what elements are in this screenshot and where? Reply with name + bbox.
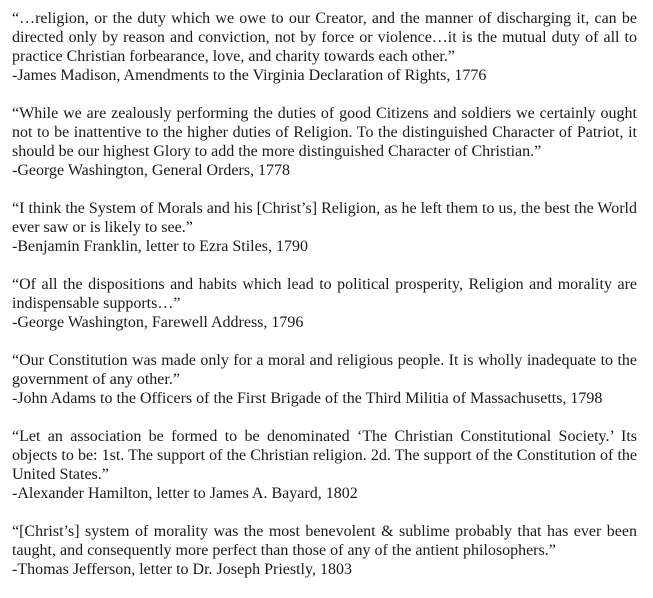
quote-franklin-1790	[12, 199, 637, 256]
quote-text: “Of all the dispositions and habits which lead to political prosperity, Religion and morality are indispensable supports…”	[12, 276, 637, 312]
quote-washington-1796	[12, 275, 637, 332]
quote-text: “…religion, or the duty which we owe to our Creator, and the manner of discharging it, can be directed only by reason and conviction, not by force or violence…it is the mutual duty of all to practice Christian forbearance, love, and charity towards each other.”	[12, 10, 637, 65]
quote-attribution: -Benjamin Franklin, letter to Ezra Stiles, 1790	[12, 238, 308, 255]
quote-text: “[Christ’s] system of morality was the most benevolent & sublime probably that has ever been taught, and consequently more perfect than those of any of the antient philosophers.”	[12, 523, 637, 559]
quote-attribution: -George Washington, Farewell Address, 1796	[12, 314, 304, 331]
quote-attribution: -John Adams to the Officers of the First Brigade of the Third Militia of Massachusetts, 1798	[12, 390, 603, 407]
quote-text: “I think the System of Morals and his [Christ’s] Religion, as he left them to us, the best the World ever saw or is likely to see.”	[12, 200, 637, 236]
quote-text: “While we are zealously performing the duties of good Citizens and soldiers we certainly ought not to be inattentive to the higher duties of Religion. To the distinguished Character of Patriot, it should be our highest Glory to add the more distinguished Character of Christian.”	[12, 105, 637, 160]
quote-jefferson-1803	[12, 522, 637, 579]
quote-adams-1798	[12, 351, 637, 408]
quote-attribution: -Alexander Hamilton, letter to James A. Bayard, 1802	[12, 485, 358, 502]
quote-washington-1778	[12, 104, 637, 180]
quote-hamilton-1802	[12, 427, 637, 503]
quotes-document	[12, 9, 637, 598]
quote-text: “Our Constitution was made only for a moral and religious people. It is wholly inadequate to the government of any other.”	[12, 352, 637, 388]
quote-madison-1776	[12, 9, 637, 85]
quote-attribution: -James Madison, Amendments to the Virginia Declaration of Rights, 1776	[12, 67, 487, 84]
quote-attribution: -Thomas Jefferson, letter to Dr. Joseph Priestly, 1803	[12, 561, 352, 578]
quote-text: “Let an association be formed to be denominated ‘The Christian Constitutional Society.’ Its objects to be: 1st. The support of the Christian religion. 2d. The support of the Constitution of the United States.”	[12, 428, 637, 483]
quote-attribution: -George Washington, General Orders, 1778	[12, 162, 291, 179]
